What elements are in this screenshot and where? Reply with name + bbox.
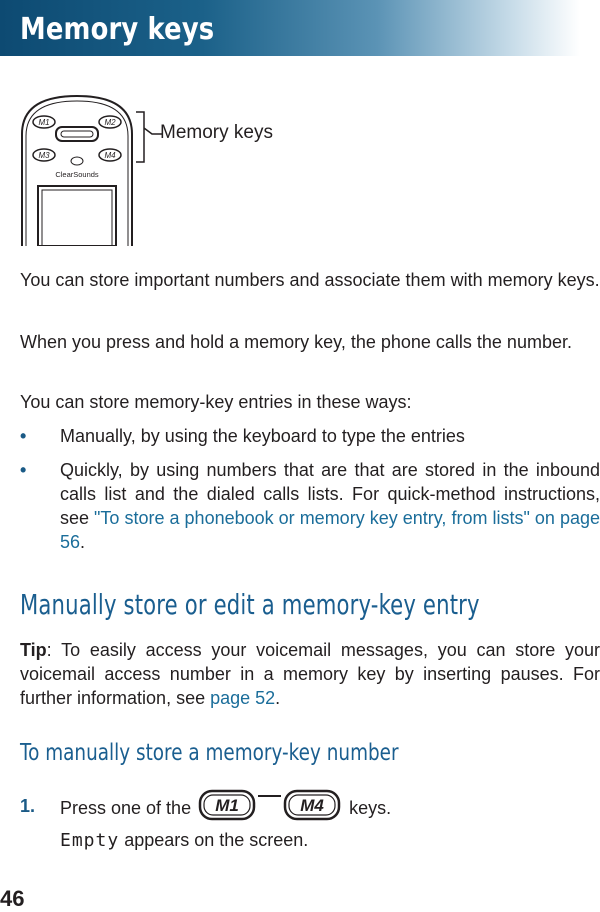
- key-label-m3: M3: [38, 151, 50, 160]
- phonebook-from-lists-link[interactable]: "To store a phonebook or memory key entry, from lists" on page 56: [60, 508, 600, 552]
- step-number: 1.: [20, 796, 36, 816]
- step-1-text: [60, 794, 391, 824]
- page-title: Memory keys: [20, 12, 215, 47]
- bullet-text: Manually, by using the keyboard to type the entries: [60, 426, 465, 446]
- tip-label: Tip: [20, 640, 47, 660]
- tip-end: .: [275, 688, 281, 708]
- section-heading: Manually store or edit a memory-key entry: [20, 588, 480, 621]
- memory-keys-icon: [197, 786, 343, 824]
- bullet-icon: •: [20, 460, 27, 480]
- key-label-m4: M4: [104, 151, 116, 160]
- key-label-m1: M1: [38, 118, 50, 127]
- key-icon-last: M4: [300, 796, 324, 815]
- key-icon-first: M1: [215, 796, 239, 815]
- memory-keys-callout: Memory keys: [160, 122, 273, 143]
- bullet-text: [60, 458, 600, 554]
- bullet-text-end: .: [80, 532, 86, 552]
- key-label-m2: M2: [104, 118, 116, 127]
- procedure-heading: To manually store a memory-key number: [20, 740, 399, 766]
- bullet-text-part: Quickly, by using numbers that are that are stored in the inbound calls list and the dialed calls lists. For quick-method instructions, see: [60, 460, 600, 528]
- page-number: 46: [0, 886, 25, 911]
- intro-paragraph-3: You can store memory-key entries in these ways:: [20, 392, 412, 412]
- tip-paragraph: [20, 638, 600, 710]
- brand-label: ClearSounds: [55, 170, 99, 179]
- tip-text: : To easily access your voicemail messages, you can store your voicemail access number in a memory key by inserting pauses. For further information, see: [20, 640, 600, 708]
- phone-illustration: [18, 94, 136, 246]
- step-1-result-text: appears on the screen.: [119, 830, 309, 850]
- step-1-text-start: Press one of the: [60, 797, 192, 818]
- intro-paragraph-2: When you press and hold a memory key, the phone calls the number.: [20, 332, 572, 352]
- screen-text: Empty: [60, 830, 120, 851]
- page-52-link[interactable]: page 52: [210, 688, 276, 708]
- step-1-text-end: keys.: [349, 797, 392, 818]
- bullet-icon: •: [20, 426, 27, 446]
- step-1-result: [60, 828, 308, 853]
- intro-paragraph-1: You can store important numbers and associate them with memory keys.: [20, 270, 600, 290]
